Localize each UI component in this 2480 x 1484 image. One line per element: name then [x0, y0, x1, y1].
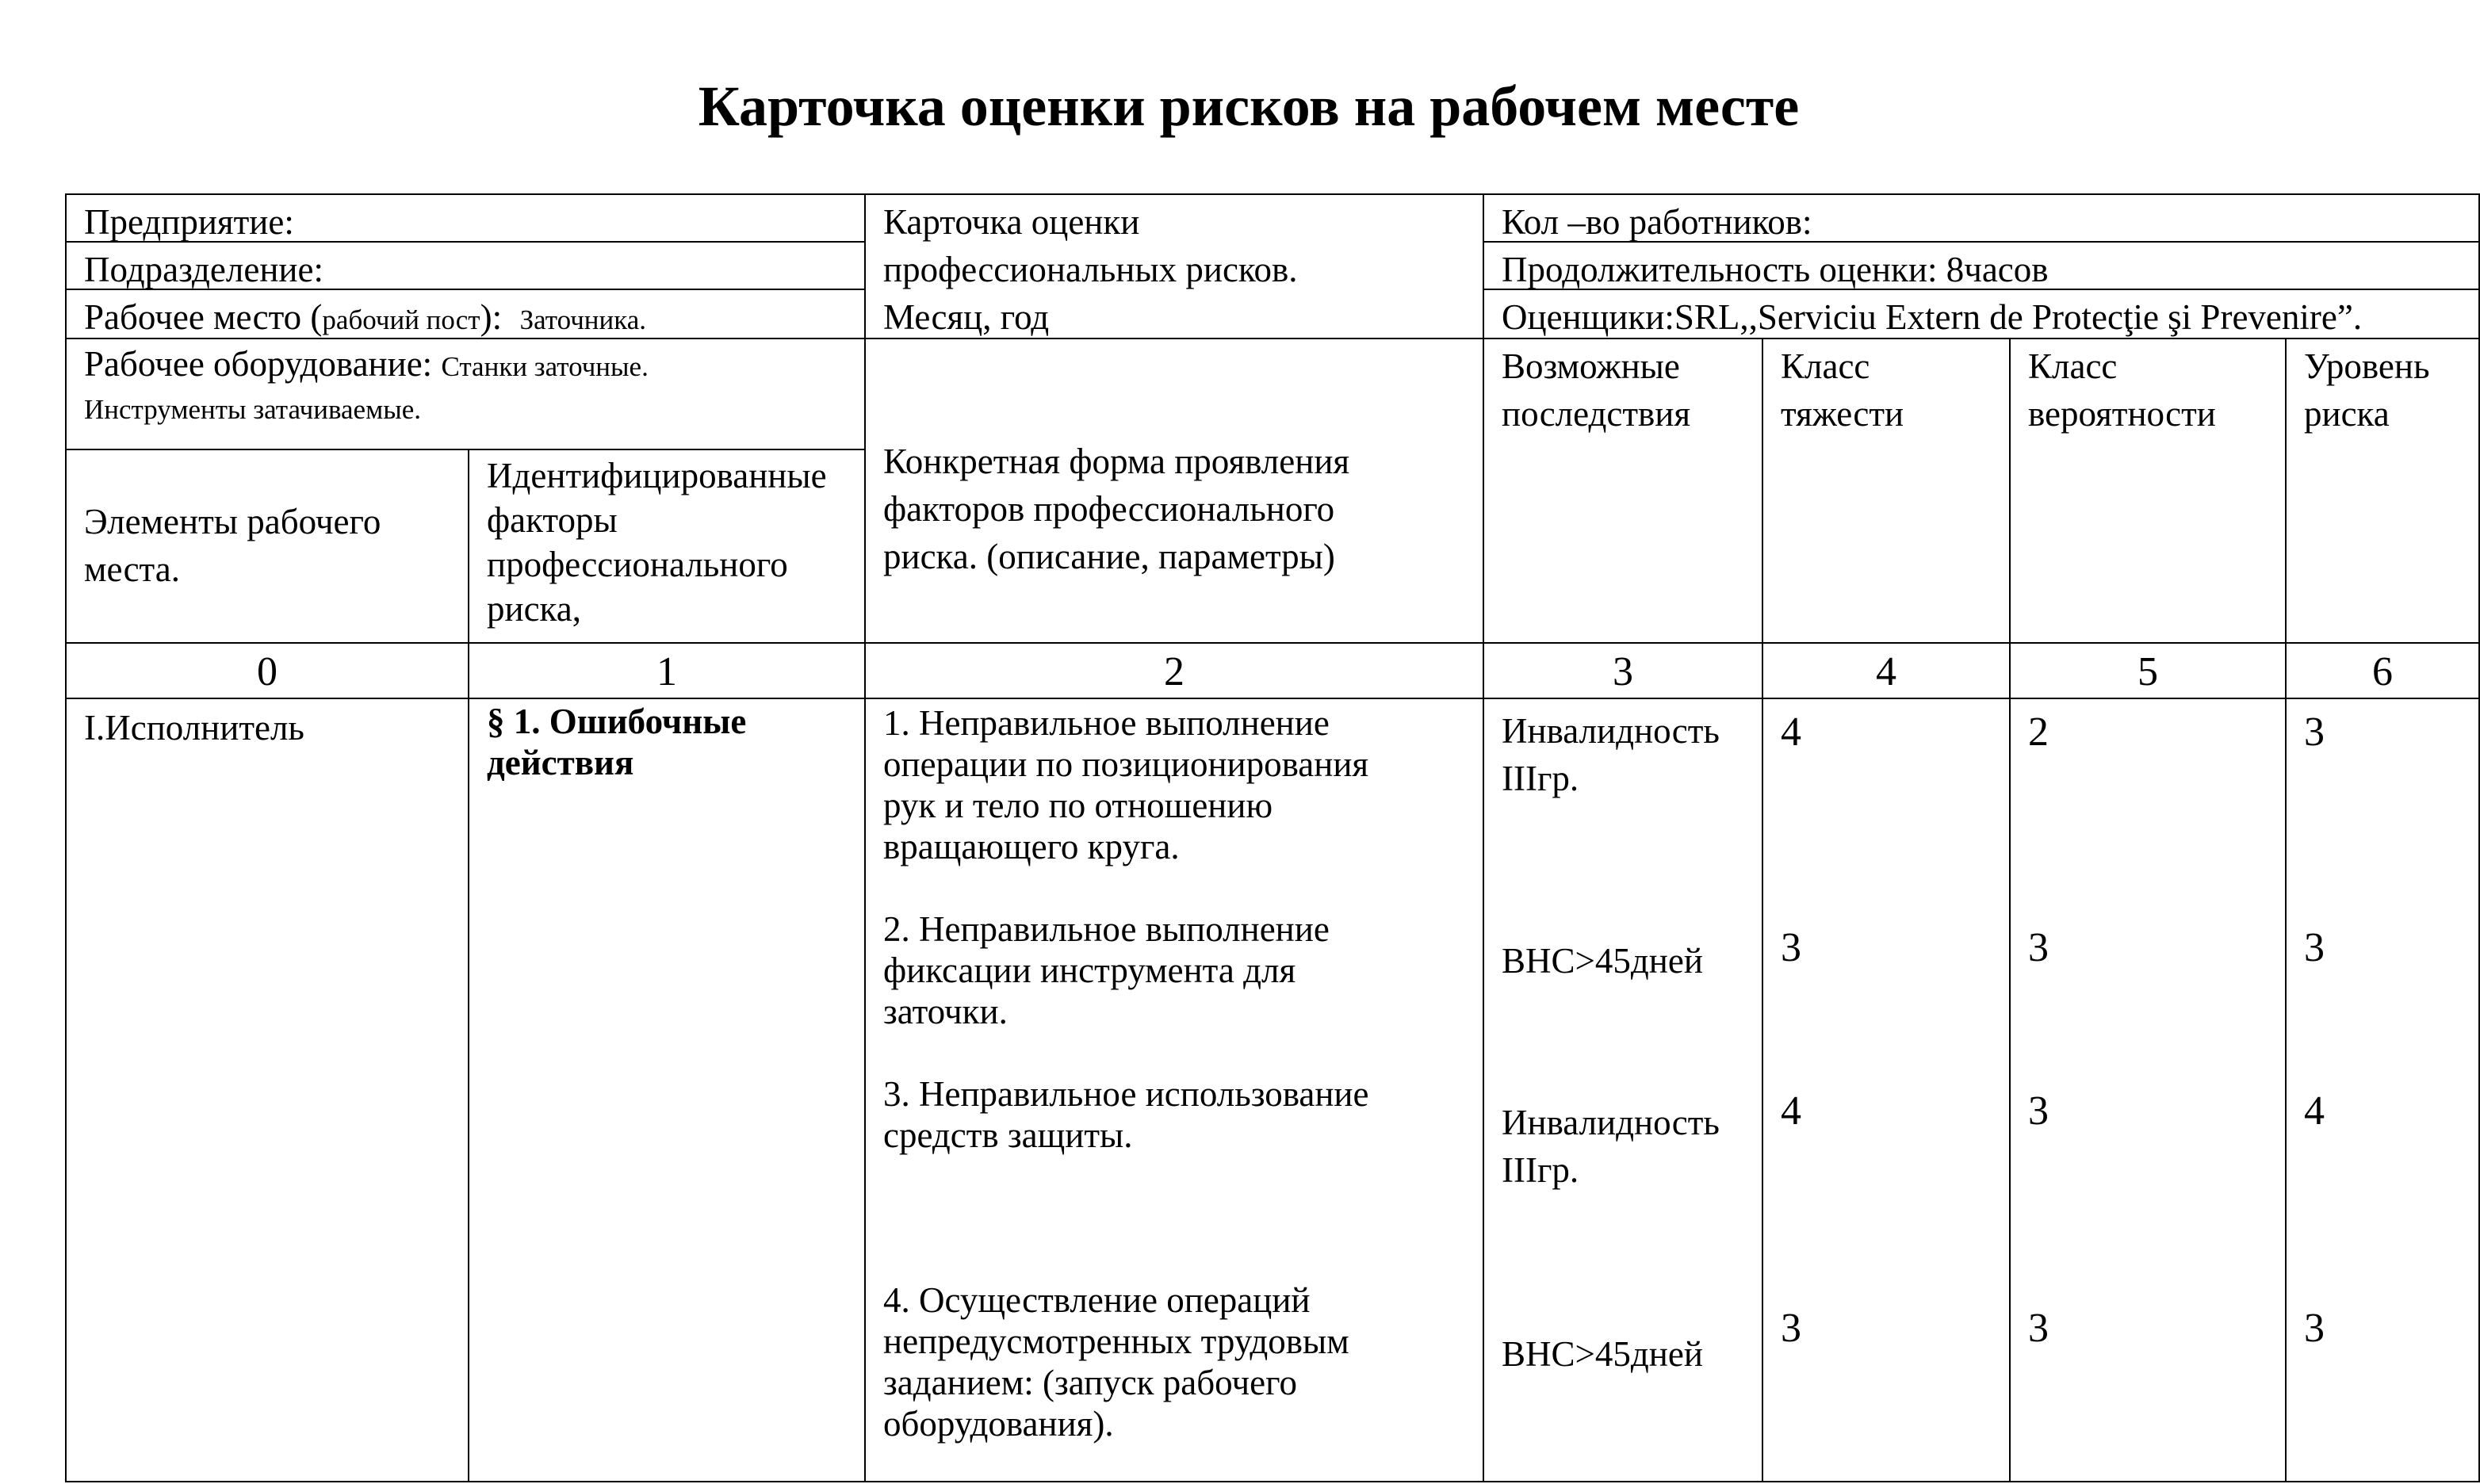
card-info-line: Карточка оценки: [883, 202, 1140, 242]
evaluation-duration: Продолжительность оценки: 8часов: [1502, 250, 2049, 289]
workers-count-label: Кол –во работников:: [1502, 202, 1812, 242]
evaluators: Оценщики:SRL,,Serviciu Extern de Protecţie şi Prevenire”.: [1502, 297, 2363, 337]
severity-value: 4: [1781, 1088, 1801, 1134]
column-number: 5: [2137, 649, 2158, 694]
workplace-label: Рабочее место (: [84, 297, 323, 337]
risk-consequence: Инвалидность IIIгр.: [1502, 1103, 1720, 1190]
equipment-value: Инструменты затачиваемые.: [84, 394, 422, 425]
equipment-label: Рабочее оборудование:: [84, 344, 433, 384]
column-header-probability: Класс вероятности: [2028, 346, 2216, 434]
column-number: 2: [1164, 649, 1185, 694]
column-number: 0: [257, 649, 277, 694]
equipment-field: [67, 339, 649, 431]
department-label: Подразделение:: [84, 250, 323, 289]
risk-level-value: 4: [2304, 1088, 2325, 1134]
probability-value: 2: [2028, 709, 2049, 755]
column-header-consequences: Возможные последствия: [1502, 346, 1691, 434]
risk-description: 1. Неправильное выполнение операции по позиционирования рук и тело по отношению вращающего круга.: [883, 703, 1369, 866]
factor-group: § 1. Ошибочные действия: [487, 702, 747, 782]
risk-consequence: ВНС>45дней: [1502, 1334, 1703, 1374]
column-number: 3: [1613, 649, 1633, 694]
enterprise-label: Предприятие:: [84, 202, 294, 242]
probability-value: 3: [2028, 1306, 2049, 1351]
column-header-elements: Элементы рабочего места.: [84, 502, 381, 589]
severity-value: 3: [1781, 1306, 1801, 1351]
risk-level-value: 3: [2304, 709, 2325, 755]
column-number: 1: [656, 649, 677, 694]
severity-value: 3: [1781, 925, 1801, 970]
risk-level-value: 3: [2304, 925, 2325, 970]
workplace-label-small: рабочий пост: [322, 304, 480, 335]
risk-description: 4. Осуществление операций непредусмотренных трудовым заданием: (запуск рабочего оборудования).: [883, 1280, 1349, 1444]
risk-consequence: Инвалидность IIIгр.: [1502, 711, 1720, 798]
card-info-line: профессиональных рисков.: [883, 250, 1298, 289]
risk-description: 3. Неправильное использование средств защиты.: [883, 1074, 1369, 1155]
probability-value: 3: [2028, 1088, 2049, 1134]
workplace-value: Заточника.: [519, 304, 647, 335]
risk-level-value: 3: [2304, 1306, 2325, 1351]
column-header-factors: Идентифицированные факторы профессионального риска,: [487, 456, 827, 629]
card-info: [866, 195, 1298, 341]
column-number: 4: [1876, 649, 1896, 694]
probability-value: 3: [2028, 925, 2049, 970]
column-number: 6: [2372, 649, 2393, 694]
page-title: Карточка оценки рисков на рабочем месте: [698, 75, 1800, 138]
workplace-label-close: ):: [480, 297, 503, 337]
risk-consequence: ВНС>45дней: [1502, 941, 1703, 981]
equipment-value: Станки заточные.: [441, 351, 649, 382]
column-header-description: Конкретная форма проявления факторов профессионального риска. (описание, параметры): [883, 442, 1350, 576]
workplace-field: [67, 290, 646, 344]
column-header-risk-level: Уровень риска: [2304, 346, 2430, 434]
risk-description: 2. Неправильное выполнение фиксации инструмента для заточки.: [883, 909, 1330, 1031]
column-header-severity: Класс тяжести: [1781, 346, 1904, 434]
card-info-line: Месяц, год: [883, 297, 1050, 337]
work-element: I.Исполнитель: [84, 708, 304, 748]
severity-value: 4: [1781, 709, 1801, 755]
